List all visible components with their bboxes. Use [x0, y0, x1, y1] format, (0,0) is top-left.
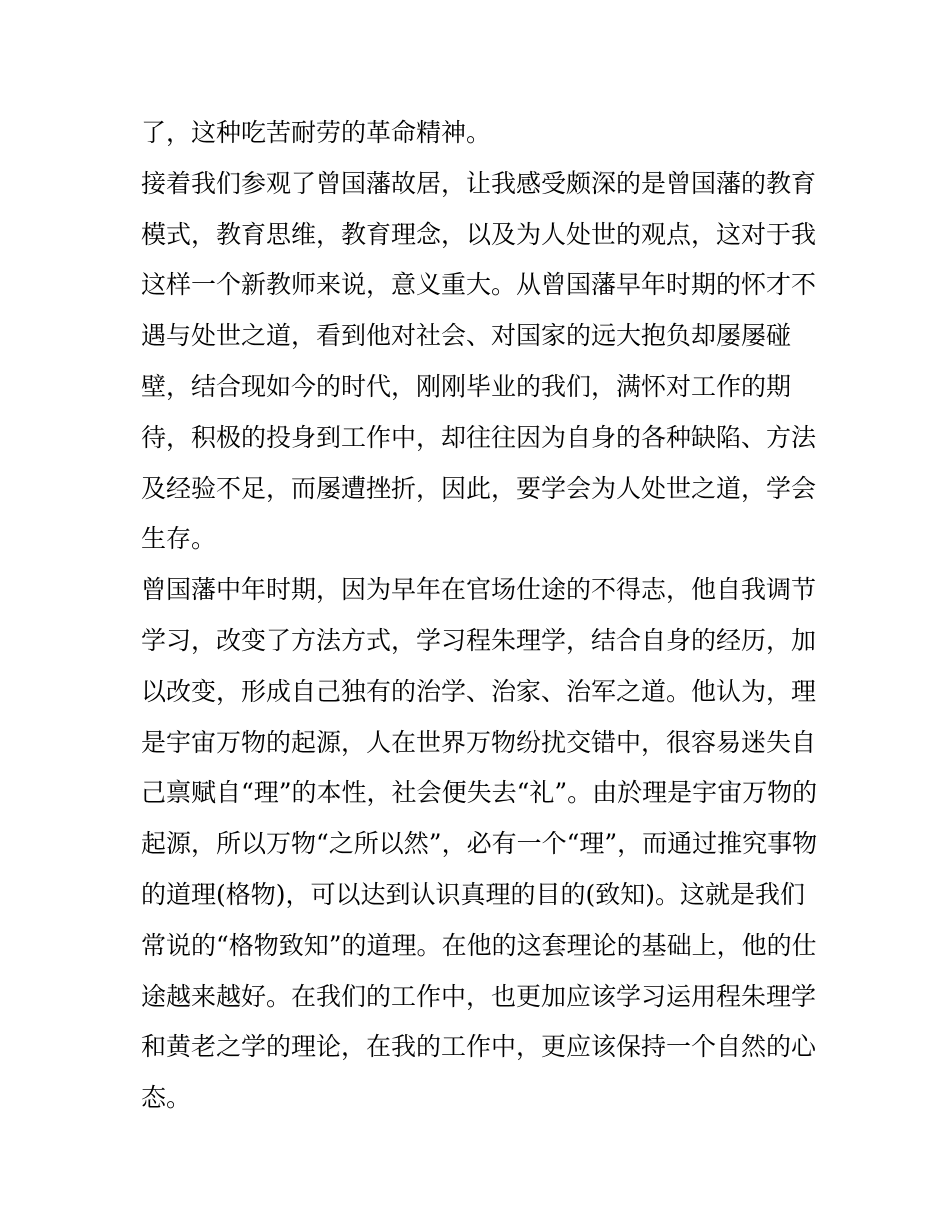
text-line: 遇与处世之道，看到他对社会、对国家的远大抱负却屡屡碰	[141, 321, 792, 351]
text-line: 己禀赋自“理”的本性，社会便失去“礼”。由於理是宇宙万物的	[141, 778, 818, 808]
text-line: 以改变，形成自己独有的治学、治家、治军之道。他认为，理	[141, 676, 817, 706]
text-line: 生存。	[141, 524, 217, 554]
text-line: 的道理(格物)，可以达到认识真理的目的(致知)。这就是我们	[141, 879, 806, 909]
text-line: 待，积极的投身到工作中，却往往因为自身的各种缺陷、方法	[141, 422, 817, 452]
text-line: 了，这种吃苦耐劳的革命精神。	[141, 118, 492, 147]
text-line: 途越来越好。在我们的工作中，也更加应该学习运用程朱理学	[141, 981, 817, 1011]
text-line: 是宇宙万物的起源，人在世界万物纷扰交错中，很容易迷失自	[141, 727, 817, 757]
text-line: 起源，所以万物“之所以然”，必有一个“理”，而通过推究事物	[141, 829, 818, 859]
text-line: 接着我们参观了曾国藩故居，让我感受颇深的是曾国藩的教育	[141, 168, 817, 198]
text-line: 曾国藩中年时期，因为早年在官场仕途的不得志，他自我调节	[141, 575, 817, 605]
document-text-body	[141, 108, 821, 1124]
text-line: 这样一个新教师来说，意义重大。从曾国藩早年时期的怀才不	[141, 270, 817, 300]
text-line: 壁，结合现如今的时代，刚刚毕业的我们，满怀对工作的期	[141, 371, 792, 401]
text-line: 学习，改变了方法方式，学习程朱理学，结合自身的经历，加	[141, 625, 817, 655]
text-line: 模式，教育思维，教育理念，以及为人处世的观点，这对于我	[141, 219, 817, 249]
text-line: 常说的“格物致知”的道理。在他的这套理论的基础上，他的仕	[141, 930, 817, 960]
text-line: 态。	[141, 1083, 192, 1113]
text-line: 及经验不足，而屡遭挫折，因此，要学会为人处世之道，学会	[141, 473, 817, 503]
text-line: 和黄老之学的理论，在我的工作中，更应该保持一个自然的心	[141, 1032, 817, 1062]
